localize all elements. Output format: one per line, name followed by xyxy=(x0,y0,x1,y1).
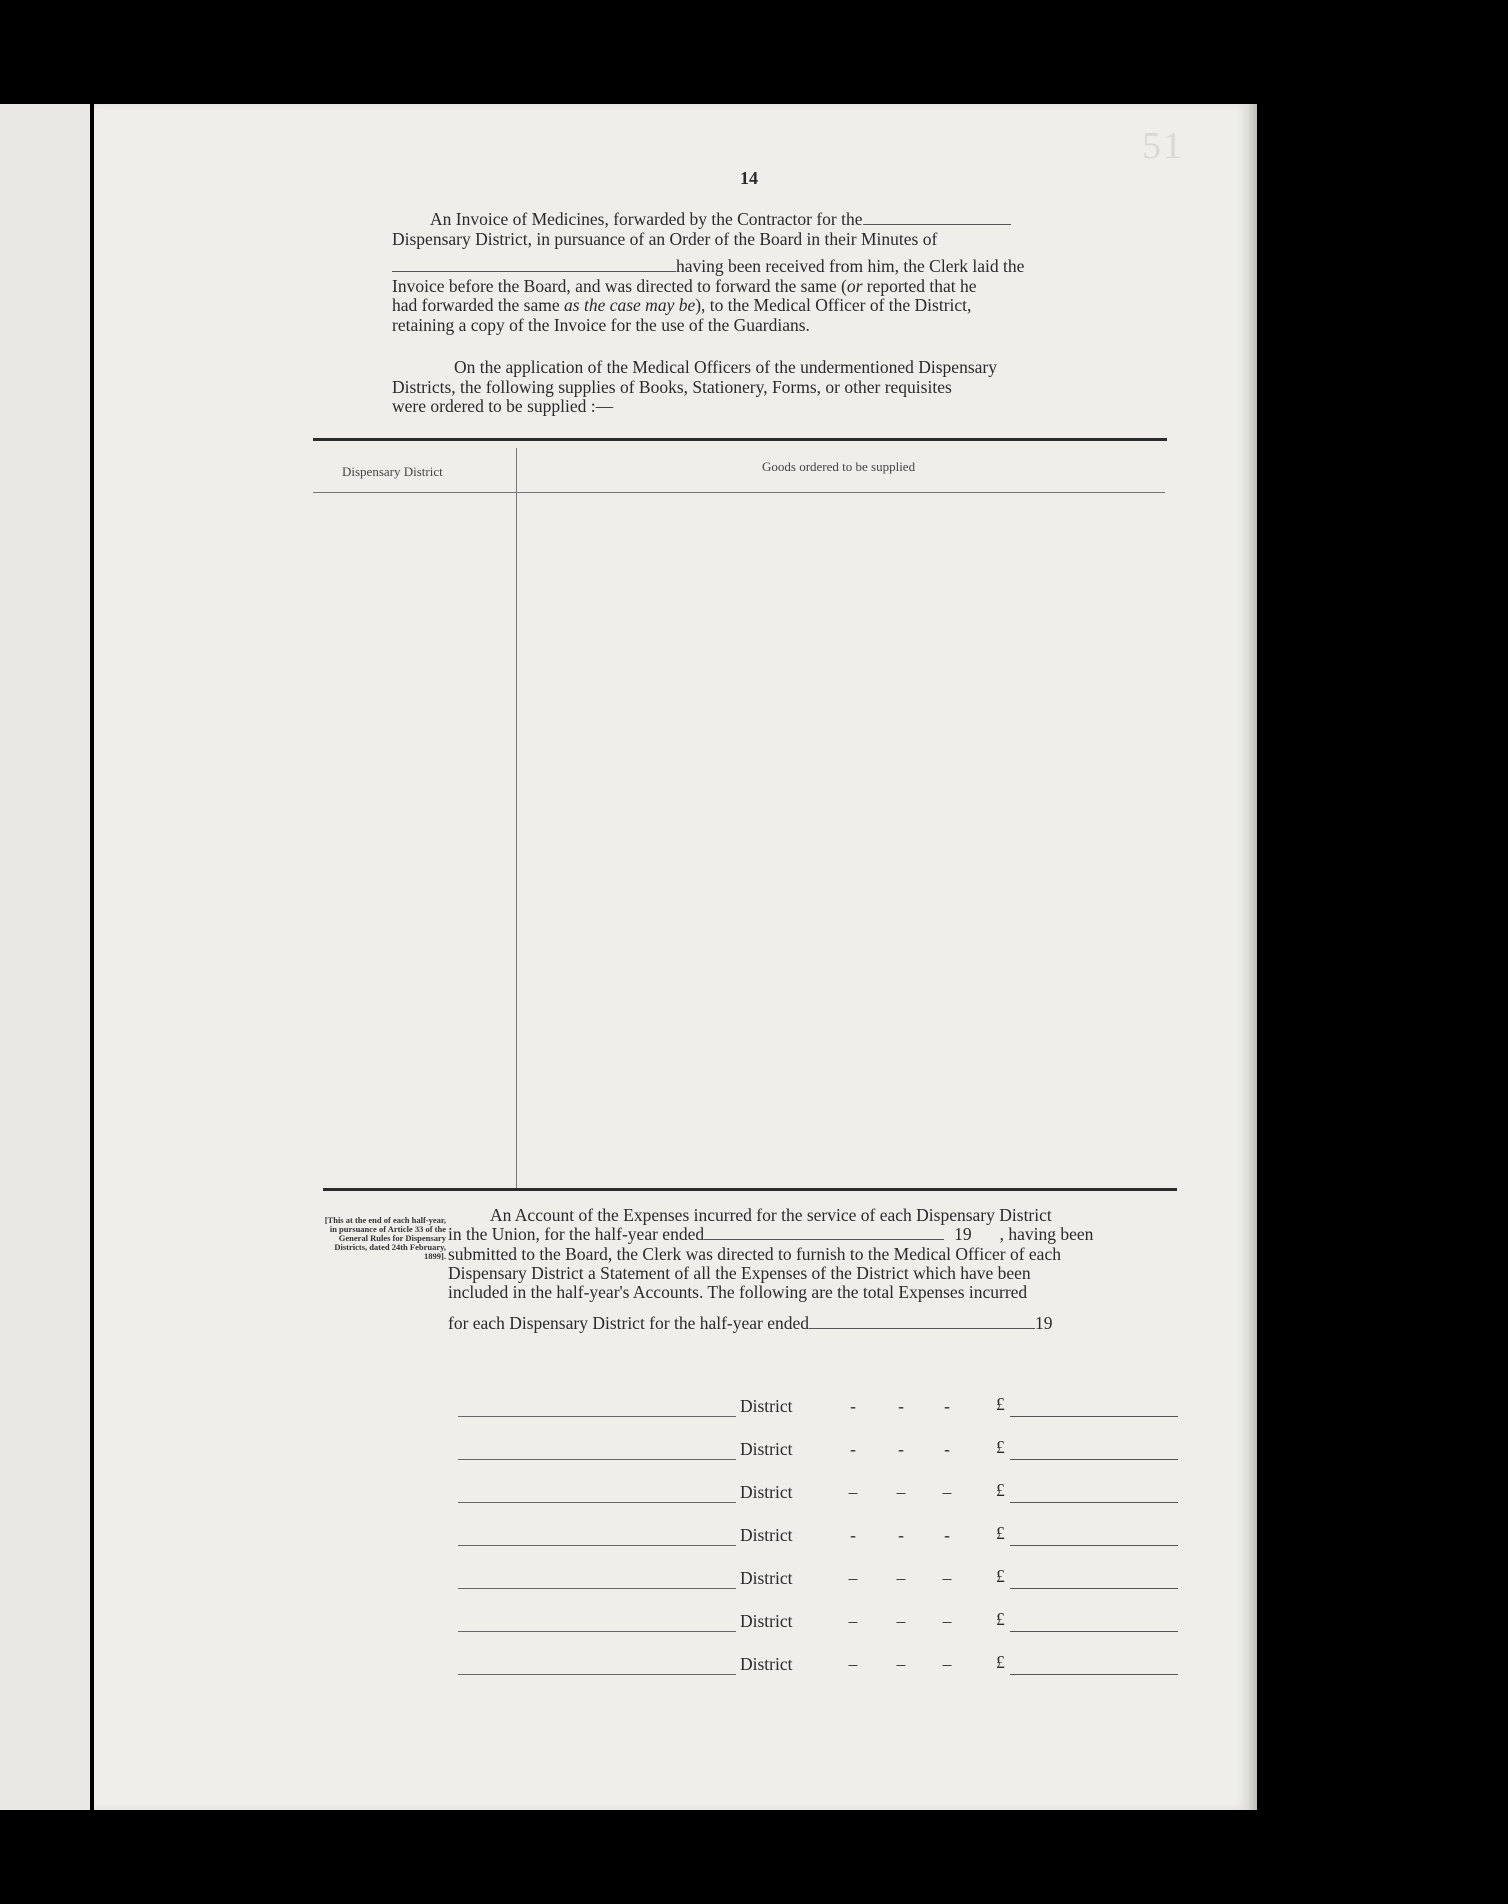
leader-dash: – xyxy=(896,1482,906,1502)
account-paragraph xyxy=(448,1206,1178,1333)
district-row xyxy=(458,1480,1188,1506)
district-label: District xyxy=(740,1482,793,1502)
account-line-2a: in the Union, for the half-year ended xyxy=(448,1224,705,1244)
application-line-2: Districts, the following supplies of Books, Stationery, Forms, or other requisites xyxy=(392,376,952,397)
invoice-line-6: retaining a copy of the Invoice for the use of the Guardians. xyxy=(392,314,810,335)
leader-dash: – xyxy=(942,1482,952,1502)
account-line-6 xyxy=(448,1314,1178,1333)
district-row xyxy=(458,1566,1188,1592)
district-label: District xyxy=(740,1611,793,1631)
leader-dash: - xyxy=(898,1525,904,1545)
leader-dash: - xyxy=(850,1525,856,1545)
district-name-blank xyxy=(458,1588,736,1589)
leader-dash: - xyxy=(944,1439,950,1459)
leader-dash: – xyxy=(942,1568,952,1588)
account-line-5: included in the half-year's Accounts. The following are the total Expenses incurred xyxy=(448,1282,1028,1302)
pound-sign: £ xyxy=(996,1609,1005,1629)
leader-dash: – xyxy=(942,1611,952,1631)
page-edge-shadow xyxy=(1249,104,1257,1810)
account-line-1: An Account of the Expenses incurred for the service of each Dispensary District xyxy=(490,1205,1052,1225)
application-line-3: were ordered to be supplied :— xyxy=(392,396,614,416)
invoice-line-4-or: or xyxy=(846,275,863,296)
leader-dash: - xyxy=(850,1439,856,1459)
leader-dash: – xyxy=(848,1654,858,1674)
leader-dash: - xyxy=(944,1396,950,1416)
facing-page-edge xyxy=(0,104,90,1810)
margin-note: [This at the end of each half-year, in pursuance of Article 33 of the General Rules for Dispensary Districts, dated 24th February, 1899]. xyxy=(324,1215,446,1261)
district-label: District xyxy=(740,1396,793,1416)
district-name-blank xyxy=(458,1545,736,1546)
account-year-1: 19 xyxy=(954,1224,972,1244)
page-number: 14 xyxy=(740,168,758,188)
minutes-date-blank xyxy=(392,271,676,272)
folio-stamp: 51 xyxy=(1142,125,1184,167)
leader-dash: - xyxy=(850,1396,856,1416)
pound-sign: £ xyxy=(996,1437,1005,1457)
leader-dash: – xyxy=(896,1611,906,1631)
amount-blank xyxy=(1010,1674,1178,1675)
district-name-blank xyxy=(458,1459,736,1460)
amount-blank xyxy=(1010,1416,1178,1417)
invoice-line-2: Dispensary District, in pursuance of an Order of the Board in their Minutes of xyxy=(392,228,938,249)
leader-dash: – xyxy=(896,1568,906,1588)
leader-dash: - xyxy=(898,1396,904,1416)
invoice-line-5a: had forwarded the same xyxy=(392,295,565,315)
half-year-blank-2 xyxy=(809,1328,1035,1329)
invoice-line-1: An Invoice of Medicines, forwarded by the Contractor for the xyxy=(430,209,863,229)
district-name-blank xyxy=(458,1674,736,1675)
table-bottom-rule xyxy=(323,1188,1177,1191)
district-label: District xyxy=(740,1654,793,1674)
application-paragraph xyxy=(392,358,1108,417)
invoice-paragraph xyxy=(392,210,1108,335)
amount-blank xyxy=(1010,1631,1178,1632)
pound-sign: £ xyxy=(996,1480,1005,1500)
invoice-line-3: having been received from him, the Clerk laid the xyxy=(676,256,1025,276)
district-row xyxy=(458,1609,1188,1635)
account-year-2: 19 xyxy=(1035,1313,1053,1333)
amount-blank xyxy=(1010,1502,1178,1503)
table-header-rule xyxy=(313,492,1165,493)
leader-dash: - xyxy=(898,1439,904,1459)
application-line-1: On the application of the Medical Officers of the undermentioned Dispensary xyxy=(454,357,997,377)
table-header-dispensary-district: Dispensary District xyxy=(342,464,443,479)
district-name-blank xyxy=(458,1631,736,1632)
amount-blank xyxy=(1010,1588,1178,1589)
account-line-2b: , having been xyxy=(999,1224,1094,1244)
pound-sign: £ xyxy=(996,1652,1005,1672)
table-top-rule xyxy=(313,438,1167,441)
district-row xyxy=(458,1437,1188,1463)
amount-blank xyxy=(1010,1459,1178,1460)
table-header-goods-ordered: Goods ordered to be supplied xyxy=(762,459,916,474)
contractor-blank xyxy=(863,224,1011,225)
half-year-blank-1 xyxy=(704,1239,944,1240)
district-row xyxy=(458,1652,1188,1678)
leader-dash: – xyxy=(848,1611,858,1631)
district-name-blank xyxy=(458,1502,736,1503)
leader-dash: – xyxy=(942,1654,952,1674)
district-name-blank xyxy=(458,1416,736,1417)
account-line-3: submitted to the Board, the Clerk was directed to furnish to the Medical Officer of each xyxy=(448,1244,1061,1264)
leader-dash: – xyxy=(848,1568,858,1588)
pound-sign: £ xyxy=(996,1394,1005,1414)
amount-blank xyxy=(1010,1545,1178,1546)
invoice-line-4b: reported that he xyxy=(862,275,977,296)
invoice-line-5b: ), to the Medical Officer of the District, xyxy=(695,295,972,315)
table-column-divider xyxy=(516,448,517,1190)
district-label: District xyxy=(740,1525,793,1545)
account-line-6a: for each Dispensary District for the half-year ended xyxy=(448,1313,810,1333)
district-row xyxy=(458,1394,1188,1420)
pound-sign: £ xyxy=(996,1566,1005,1586)
invoice-line-5-italic: as the case may be xyxy=(564,295,696,315)
leader-dash: – xyxy=(848,1482,858,1502)
account-line-2 xyxy=(448,1225,1178,1245)
district-label: District xyxy=(740,1439,793,1459)
leader-dash: - xyxy=(944,1525,950,1545)
account-line-4: Dispensary District a Statement of all the Expenses of the District which have been xyxy=(448,1263,1031,1283)
pound-sign: £ xyxy=(996,1523,1005,1543)
invoice-line-4a: Invoice before the Board, and was directed to forward the same ( xyxy=(392,275,847,296)
district-row xyxy=(458,1523,1188,1549)
leader-dash: – xyxy=(896,1654,906,1674)
district-label: District xyxy=(740,1568,793,1588)
